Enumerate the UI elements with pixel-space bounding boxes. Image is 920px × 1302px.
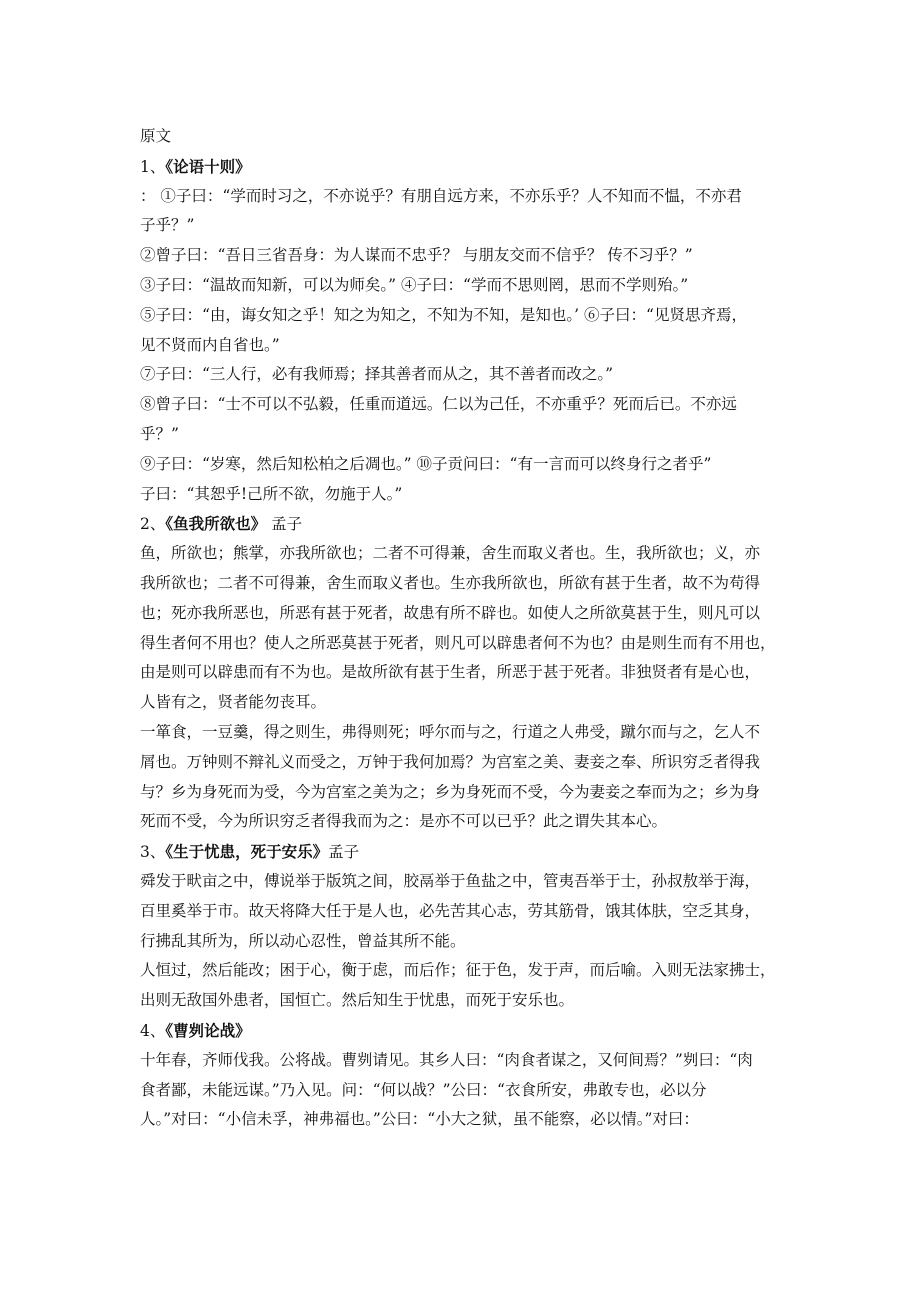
text-line [140, 778, 790, 808]
text-segment: 屑也。万钟则不辩礼义而受之，万钟于我何加焉？为宫室之美、妻妾之奉、所识穷乏者得我 [140, 752, 761, 771]
text-segment: 死而不受，今为所识穷乏者得我而为之：是亦不可以已乎？此之谓失其本心。 [140, 812, 668, 831]
text-line [140, 241, 790, 271]
text-line [140, 837, 790, 867]
text-line [140, 807, 790, 837]
text-line [140, 748, 790, 778]
text-segment: 鱼，所欲也；熊掌，亦我所欲也；二者不可得兼，舍生而取义者也。生，我所欲也；义，亦 [140, 544, 761, 563]
text-line [140, 331, 790, 361]
text-line [140, 301, 790, 331]
text-line [140, 390, 790, 420]
text-segment: 出则无敌国外患者，国恒亡。然后知生于忧患，而死于安乐也。 [140, 991, 575, 1010]
text-line [140, 152, 790, 182]
text-line [140, 658, 790, 688]
text-segment: 也；死亦我所恶也，所恶有甚于死者，故患有所不辟也。如使人之所欲莫甚于生，则凡可以 [140, 603, 761, 622]
text-line [140, 1105, 790, 1135]
text-line [140, 599, 790, 629]
text-segment: 人。”对曰：“小信未孚，神弗福也。”公曰：“小大之狱，虽不能察，必以情。”对曰： [140, 1110, 699, 1129]
section-title: 《生于忧患，死于安乐》 [165, 842, 329, 862]
text-line [140, 271, 790, 301]
text-line [140, 867, 790, 897]
text-line [140, 539, 790, 569]
text-line [140, 718, 790, 748]
text-segment: 食者鄙，未能远谋。”乃入见。问：“何以战？”公曰：“衣食所安，弗敢专也，必以分 [140, 1080, 707, 1099]
text-segment: 舜发于畎亩之中，傅说举于版筑之间，胶鬲举于鱼盐之中，管夷吾举于士，孙叔敖举于海， [140, 871, 761, 890]
text-segment: 人恒过，然后能改；困于心，衡于虑，而后作；征于色，发于声，而后喻。入则无法家拂士， [140, 961, 776, 980]
section-title: 《论语十则》 [165, 156, 251, 176]
text-segment: 2、 [140, 515, 166, 534]
text-segment: ⑧曾子曰：“士不可以不弘毅，任重而道远。仁以为己任，不亦重乎？死而后已。不亦远 [140, 395, 737, 414]
text-line [140, 1076, 790, 1106]
text-segment: 4、 [140, 1021, 166, 1040]
text-segment: 人皆有之，贤者能勿丧耳。 [140, 693, 327, 712]
text-segment: 与？乡为身死而为受，今为宫室之美为之；乡为身死而不受，今为妻妾之奉而为之；乡为身 [140, 782, 761, 801]
document-heading: 原文 [140, 127, 172, 145]
text-line [140, 956, 790, 986]
text-lines [140, 152, 790, 1135]
text-line [140, 986, 790, 1016]
text-segment: 得生者何不用也？使人之所恶莫甚于死者，则凡可以辟患者何不为也？由是则生而有不用也， [140, 633, 776, 652]
text-segment: 行拂乱其所为，所以动心忍性，曾益其所不能。 [140, 931, 466, 950]
text-line [140, 211, 790, 241]
text-segment: ⑤子曰：“由，诲女知之乎！知之为知之，不知为不知，是知也。’ ⑥子曰：“见贤思齐焉， [140, 305, 747, 324]
text-segment: 子曰：“其恕乎!己所不欲，勿施于人。” [140, 484, 403, 503]
text-line [140, 629, 790, 659]
text-line [140, 360, 790, 390]
text-segment: 由是则可以辟患而有不为也。是故所欲有甚于生者，所恶于甚于死者。非独贤者有是心也， [140, 663, 761, 682]
text-line [140, 927, 790, 957]
text-segment: 十年春，齐师伐我。公将战。曹刿请见。其乡人曰：“肉食者谋之，又何间焉？”刿曰：“肉 [140, 1050, 753, 1069]
text-segment: 孟子 [328, 843, 360, 862]
text-segment: ⑨子曰：“岁寒，然后知松柏之后凋也。” ⑩子贡问曰：“有一言而可以终身行之者乎” [140, 454, 712, 473]
text-line [140, 1016, 790, 1046]
text-segment: 乎？” [140, 424, 179, 443]
text-line [140, 182, 790, 212]
text-line [140, 480, 790, 510]
text-segment: 子乎？” [140, 216, 195, 235]
text-segment: 我所欲也；二者不可得兼，舍生而取义者也。生亦我所欲也，所欲有甚于生者，故不为苟得 [140, 573, 761, 592]
section-title: 《曹刿论战》 [165, 1020, 251, 1040]
text-line [140, 509, 790, 539]
text-segment: ⑦子曰：“三人行，必有我师焉；择其善者而从之，其不善者而改之。” [140, 365, 614, 384]
text-segment: 1、 [140, 157, 166, 176]
text-line [140, 569, 790, 599]
text-line [140, 897, 790, 927]
text-segment: 孟子 [266, 515, 303, 534]
document-body [140, 122, 790, 1135]
text-line [140, 1046, 790, 1076]
text-segment: 见不贤而内自省也。” [140, 335, 280, 354]
text-segment: 百里奚举于市。故天将降大任于是人也，必先苦其心志，劳其筋骨，饿其体肤，空乏其身， [140, 901, 761, 920]
section-title: 《鱼我所欲也》 [165, 514, 267, 534]
text-segment: 一箪食，一豆羹，得之则生，弗得则死；呼尔而与之，行道之人弗受，蹴尔而与之，乞人不 [140, 722, 761, 741]
text-line [140, 450, 790, 480]
text-line [140, 688, 790, 718]
text-segment: 3、 [140, 843, 166, 862]
text-segment: ③子曰：“温故而知新，可以为师矣。” ④子曰：“学而不思则罔，思而不学则殆。” [140, 275, 689, 294]
text-line [140, 420, 790, 450]
text-segment: ： ①子曰：“学而时习之，不亦说乎？有朋自远方来，不亦乐乎？人不知而不愠，不亦君 [140, 186, 742, 205]
text-segment: ②曾子曰：“吾日三省吾身：为人谋而不忠乎？ 与朋友交而不信乎？ 传不习乎？” [140, 246, 693, 265]
